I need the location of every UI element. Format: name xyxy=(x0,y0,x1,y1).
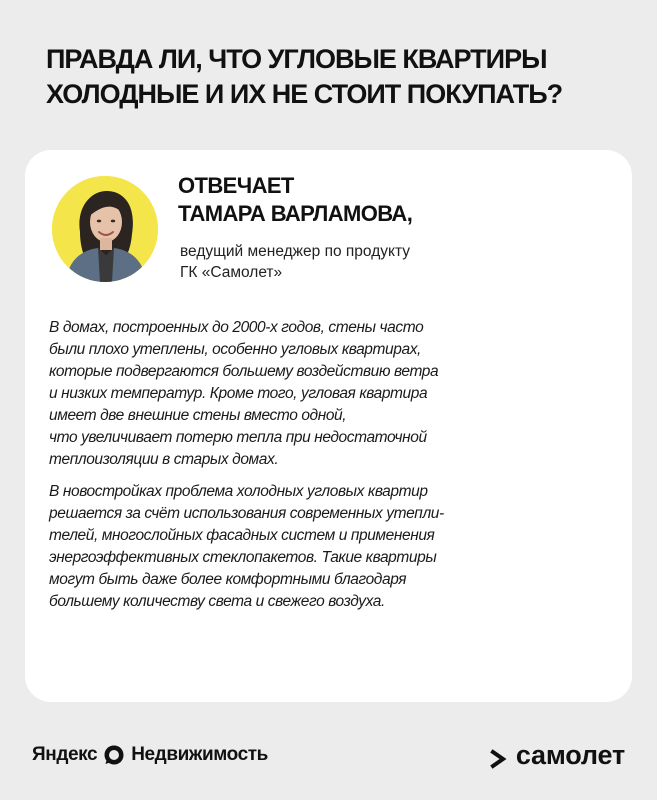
answer-text xyxy=(49,317,619,623)
answer-p2-line: телей, многослойных фасадных систем и применения xyxy=(49,527,435,544)
answer-p2-line: могут быть даже более комфортными благодаря xyxy=(49,571,407,588)
yandex-realty-logo xyxy=(32,738,268,772)
samolet-logo-text: самолет xyxy=(515,739,625,770)
answer-p2-line: решается за счёт использования современных утепли- xyxy=(49,505,444,522)
yandex-logo-text: Яндекс xyxy=(32,744,98,765)
expert-heading xyxy=(178,172,412,228)
answer-p1-line: и низких температур. Кроме того, угловая квартира xyxy=(49,385,428,402)
answer-p1-line: которые подвергаются большему воздействию ветра xyxy=(49,363,439,380)
answer-paragraph-1 xyxy=(49,317,619,471)
answer-p1-line: теплоизоляции в старых домах. xyxy=(49,451,279,468)
expert-heading-line-1: ОТВЕЧАЕТ xyxy=(178,173,294,198)
answer-paragraph-2 xyxy=(49,481,619,613)
expert-portrait-icon xyxy=(52,176,158,282)
expert-role-line-1: ведущий менеджер по продукту xyxy=(180,243,410,260)
answer-p2-line: большему количеству света и свежего воздуха. xyxy=(49,593,385,610)
answer-card xyxy=(25,150,632,702)
answer-p1-line: были плохо утеплены, особенно угловых квартирах, xyxy=(49,341,421,358)
samolet-logo xyxy=(490,736,625,774)
chevron-right-icon xyxy=(490,745,508,765)
page-title-line-1: ПРАВДА ЛИ, ЧТО УГЛОВЫЕ КВАРТИРЫ xyxy=(46,44,547,74)
realty-logo-text: Недвижимость xyxy=(131,744,268,765)
answer-p1-line: имеет две внешние стены вместо одной, xyxy=(49,407,347,424)
page-title-line-2: ХОЛОДНЫЕ И ИХ НЕ СТОИТ ПОКУПАТЬ? xyxy=(46,79,563,109)
expert-name: ТАМАРА ВАРЛАМОВА, xyxy=(178,201,413,226)
expert-role-line-2: ГК «Самолет» xyxy=(180,264,283,281)
answer-p1-line: что увеличивает потерю тепла при недостаточной xyxy=(49,429,427,446)
answer-p2-line: энергоэффективных стеклопакетов. Такие квартиры xyxy=(49,549,437,566)
answer-p1-line: В домах, построенных до 2000-х годов, стены часто xyxy=(49,319,424,336)
page-title xyxy=(46,42,606,112)
expert-role xyxy=(180,241,410,283)
answer-p2-line: В новостройках проблема холодных угловых квартир xyxy=(49,483,428,500)
expert-avatar xyxy=(52,176,158,282)
yandex-logo-icon xyxy=(103,744,125,766)
